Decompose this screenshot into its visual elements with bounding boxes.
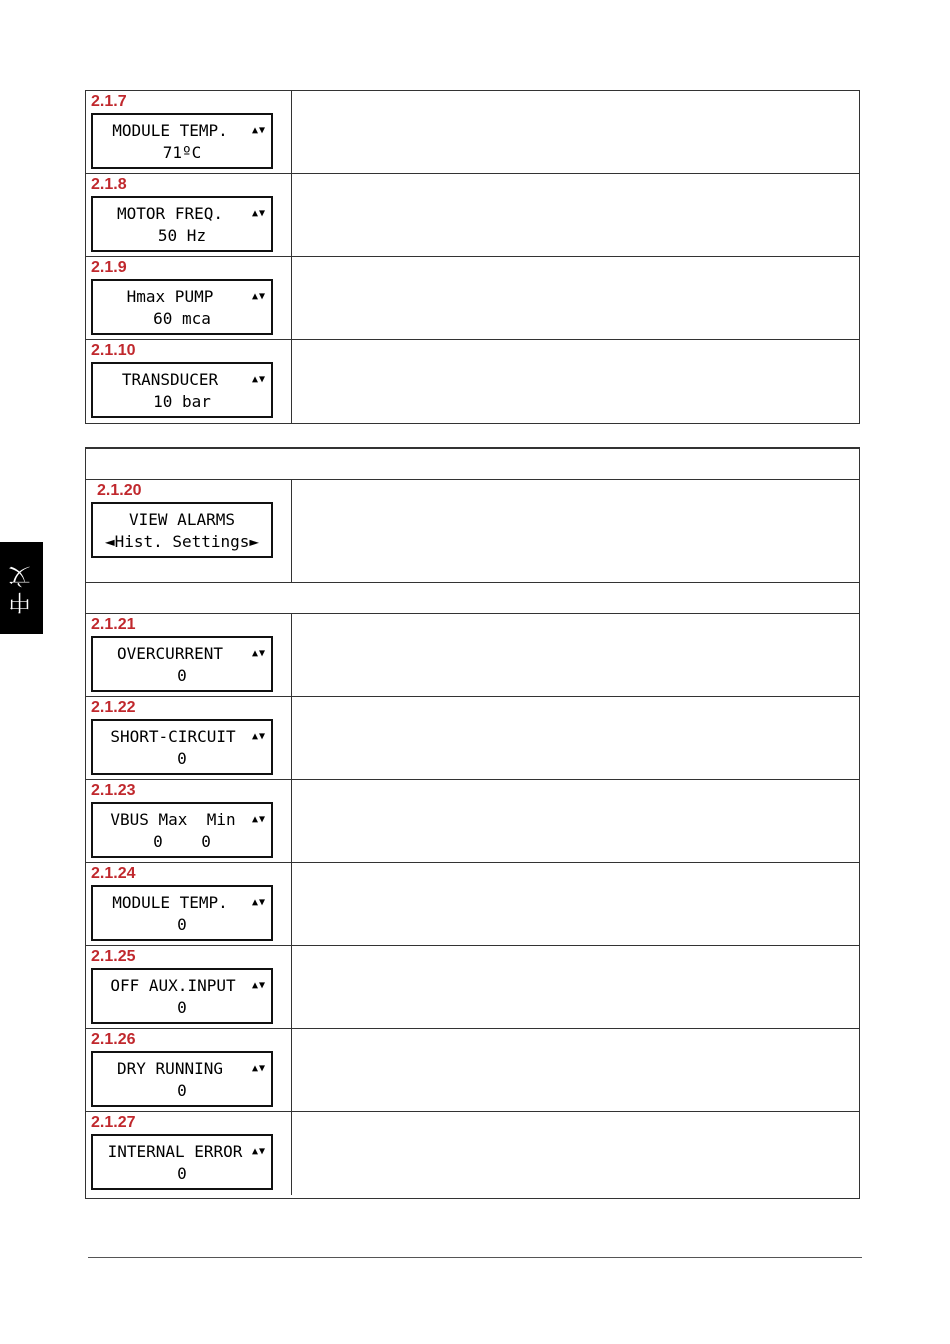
lcd-line-1: INTERNAL ERROR [107, 1142, 243, 1161]
up-down-arrows-icon: ▲▼ [251, 208, 266, 219]
description-cell [292, 174, 859, 256]
parameter-code: 2.1.10 [91, 342, 136, 359]
parameter-code: 2.1.20 [97, 482, 142, 499]
lcd-line-2: 0 [177, 749, 187, 768]
lcd-line-1: MODULE TEMP. [112, 121, 228, 140]
description-cell [292, 340, 859, 423]
description-cell [292, 1029, 859, 1111]
lcd-display [91, 1134, 273, 1190]
lcd-line-2: 0 [177, 1081, 187, 1100]
lcd-line-1: VBUS Max Min [110, 810, 236, 829]
lcd-line-1: OVERCURRENT [117, 644, 223, 663]
parameter-code: 2.1.27 [91, 1114, 136, 1131]
lcd-line-2: 0 [177, 915, 187, 934]
description-cell [292, 91, 859, 173]
table-row [86, 1112, 859, 1195]
lcd-line-1: Hmax PUMP [126, 287, 214, 306]
lcd-display [91, 196, 273, 252]
lcd-line-1: MOTOR FREQ. [117, 204, 223, 223]
up-down-arrows-icon: ▲▼ [251, 897, 266, 908]
parameter-code: 2.1.9 [91, 259, 127, 276]
lcd-line-2: 0 [177, 998, 187, 1017]
lcd-display [91, 968, 273, 1024]
language-tab[interactable] [0, 542, 43, 634]
alarm-history-table [85, 447, 860, 1199]
description-cell [292, 780, 859, 862]
lcd-line-1: MODULE TEMP. [112, 893, 228, 912]
description-cell [292, 614, 859, 696]
lcd-line-1: TRANSDUCER [121, 370, 219, 389]
up-down-arrows-icon: ▲▼ [251, 1146, 266, 1157]
description-cell [292, 257, 859, 339]
description-cell [292, 863, 859, 945]
parameter-code: 2.1.26 [91, 1031, 136, 1048]
description-cell [292, 480, 859, 582]
lcd-line-2: 10 bar [153, 392, 211, 411]
up-down-arrows-icon: ▲▼ [251, 125, 266, 136]
table-row [86, 91, 859, 174]
table-row [86, 863, 859, 946]
lcd-display [91, 279, 273, 335]
table-row [86, 946, 859, 1029]
parameter-code: 2.1.8 [91, 176, 127, 193]
lcd-display [91, 1051, 273, 1107]
table-row [86, 480, 859, 583]
lcd-line-2: 71ºC [162, 143, 202, 162]
parameter-code: 2.1.7 [91, 93, 127, 110]
parameter-code: 2.1.21 [91, 616, 136, 633]
table-row [86, 614, 859, 697]
lcd-line-2: 0 [177, 666, 187, 685]
parameter-code: 2.1.24 [91, 865, 136, 882]
lcd-line-1: OFF AUX.INPUT [110, 976, 236, 995]
parameter-table-1 [85, 90, 860, 424]
lcd-line-2: ◄Hist. Settings► [104, 532, 260, 551]
lcd-line-2: 60 mca [153, 309, 211, 328]
lcd-display [91, 802, 273, 858]
table-row [86, 340, 859, 423]
up-down-arrows-icon: ▲▼ [251, 291, 266, 302]
up-down-arrows-icon: ▲▼ [251, 814, 266, 825]
up-down-arrows-icon: ▲▼ [251, 731, 266, 742]
up-down-arrows-icon: ▲▼ [251, 648, 266, 659]
table-row [86, 174, 859, 257]
up-down-arrows-icon: ▲▼ [251, 980, 266, 991]
lcd-line-1: DRY RUNNING [117, 1059, 223, 1078]
parameter-code: 2.1.22 [91, 699, 136, 716]
language-tab-label: 中文 [9, 562, 34, 614]
description-cell [292, 946, 859, 1028]
lcd-line-1: VIEW ALARMS [129, 510, 235, 529]
lcd-line-2: 0 [177, 1164, 187, 1183]
description-cell [292, 1112, 859, 1195]
description-cell [292, 697, 859, 779]
lcd-display [91, 636, 273, 692]
table-row [86, 780, 859, 863]
lcd-display [91, 885, 273, 941]
table-row [86, 257, 859, 340]
parameter-code: 2.1.25 [91, 948, 136, 965]
section-header [86, 449, 859, 480]
lcd-display [91, 362, 273, 418]
lcd-line-2: 50 Hz [157, 226, 207, 245]
lcd-display [91, 502, 273, 558]
up-down-arrows-icon: ▲▼ [251, 374, 266, 385]
lcd-display [91, 719, 273, 775]
lcd-display [91, 113, 273, 169]
lcd-line-2: 0 0 [153, 832, 211, 851]
sub-section-header [86, 583, 859, 614]
table-row [86, 697, 859, 780]
footer-divider [88, 1257, 862, 1258]
lcd-line-1: SHORT-CIRCUIT [110, 727, 236, 746]
up-down-arrows-icon: ▲▼ [251, 1063, 266, 1074]
table-row [86, 1029, 859, 1112]
parameter-code: 2.1.23 [91, 782, 136, 799]
